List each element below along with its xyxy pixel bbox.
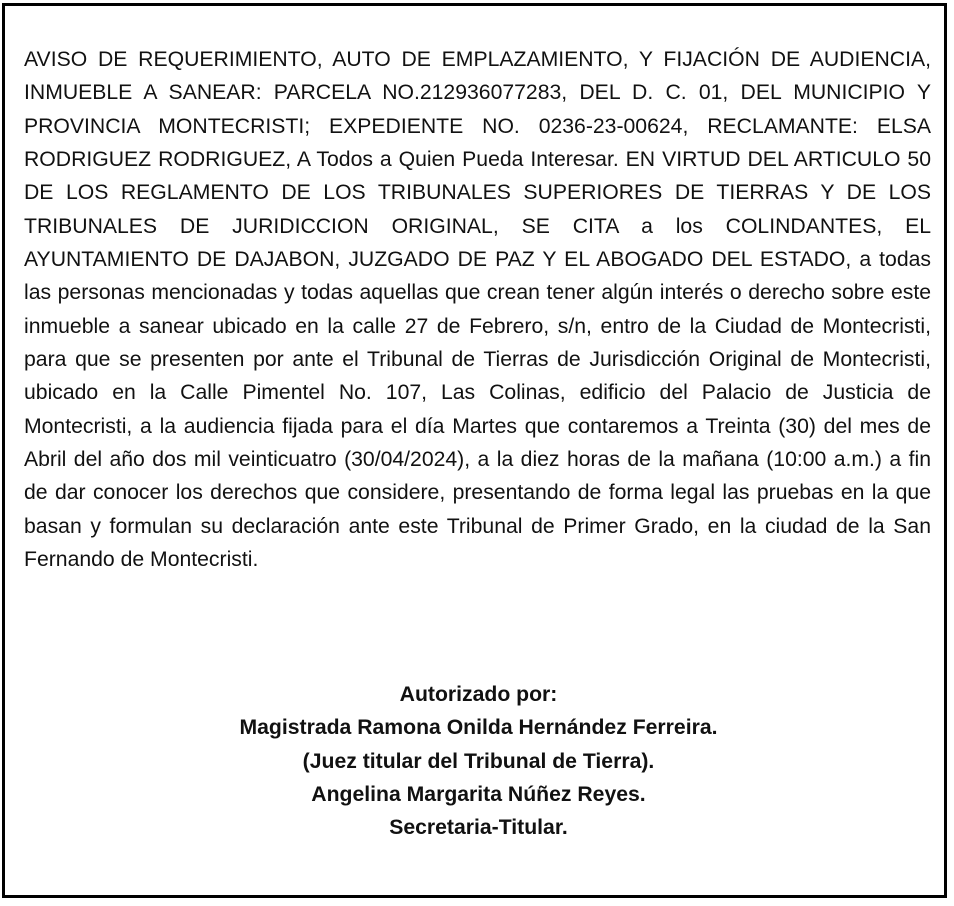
judge-title: (Juez titular del Tribunal de Tierra). — [302, 749, 655, 773]
notice-frame — [2, 3, 947, 898]
authorized-by-label: Autorizado por: — [399, 683, 558, 706]
secretary-name: Angelina Margarita Núñez Reyes. — [311, 783, 646, 807]
secretary-title: Secretaria-Titular. — [389, 816, 568, 840]
judge-name: Magistrada Ramona Onilda Hernández Ferreira. — [239, 716, 718, 740]
signature-block — [5, 678, 952, 845]
notice-body-text: AVISO DE REQUERIMIENTO, AUTO DE EMPLAZAMIENTO, Y FIJACIÓN DE AUDIENCIA, INMUEBLE A SANEAR: PARCELA NO.212936077283, DEL D. C. 01, DEL MUNICIPIO Y PROVINCIA MONTECRISTI; EXPEDIENTE NO. 0236-23-00624, RECLAMANTE: ELSA RODRIGUEZ RODRIGUEZ, A Todos a Quien Pueda Interesar. EN VIRTUD DEL ARTICULO 50 DE LOS REGLAMENTO DE LOS TRIBUNALES SUPERIORES DE TIERRAS Y DE LOS TRIBUNALES DE JURIDICCION ORIGINAL, SE CITA a los COLINDANTES, EL AYUNTAMIENTO DE DAJABON, JUZGADO DE PAZ Y EL ABOGADO DEL ESTADO, a todas las personas mencionadas y todas aquellas que crean tener algún interés o derecho sobre este inmueble a sanear ubicado en la calle 27 de Febrero, s/n, entro de la Ciudad de Montecristi, para que se presenten por ante el Tribunal de Tierras de Jurisdicción Original de Montecristi, ubicado en la Calle Pimentel No. 107, Las Colinas, edificio del Palacio de Justicia de Montecristi, a la audiencia fijada para el día Martes que contaremos a Treinta (30) del mes de Abril del año dos mil veinticuatro (30/04/2024), a la diez horas de la mañana (10:00 a.m.) a fin de dar conocer los derechos que considere, presentando de forma legal las pruebas en la que basan y formulan su declaración ante este Tribunal de Primer Grado, en la ciudad de la San Fernando de Montecristi. — [24, 48, 931, 572]
